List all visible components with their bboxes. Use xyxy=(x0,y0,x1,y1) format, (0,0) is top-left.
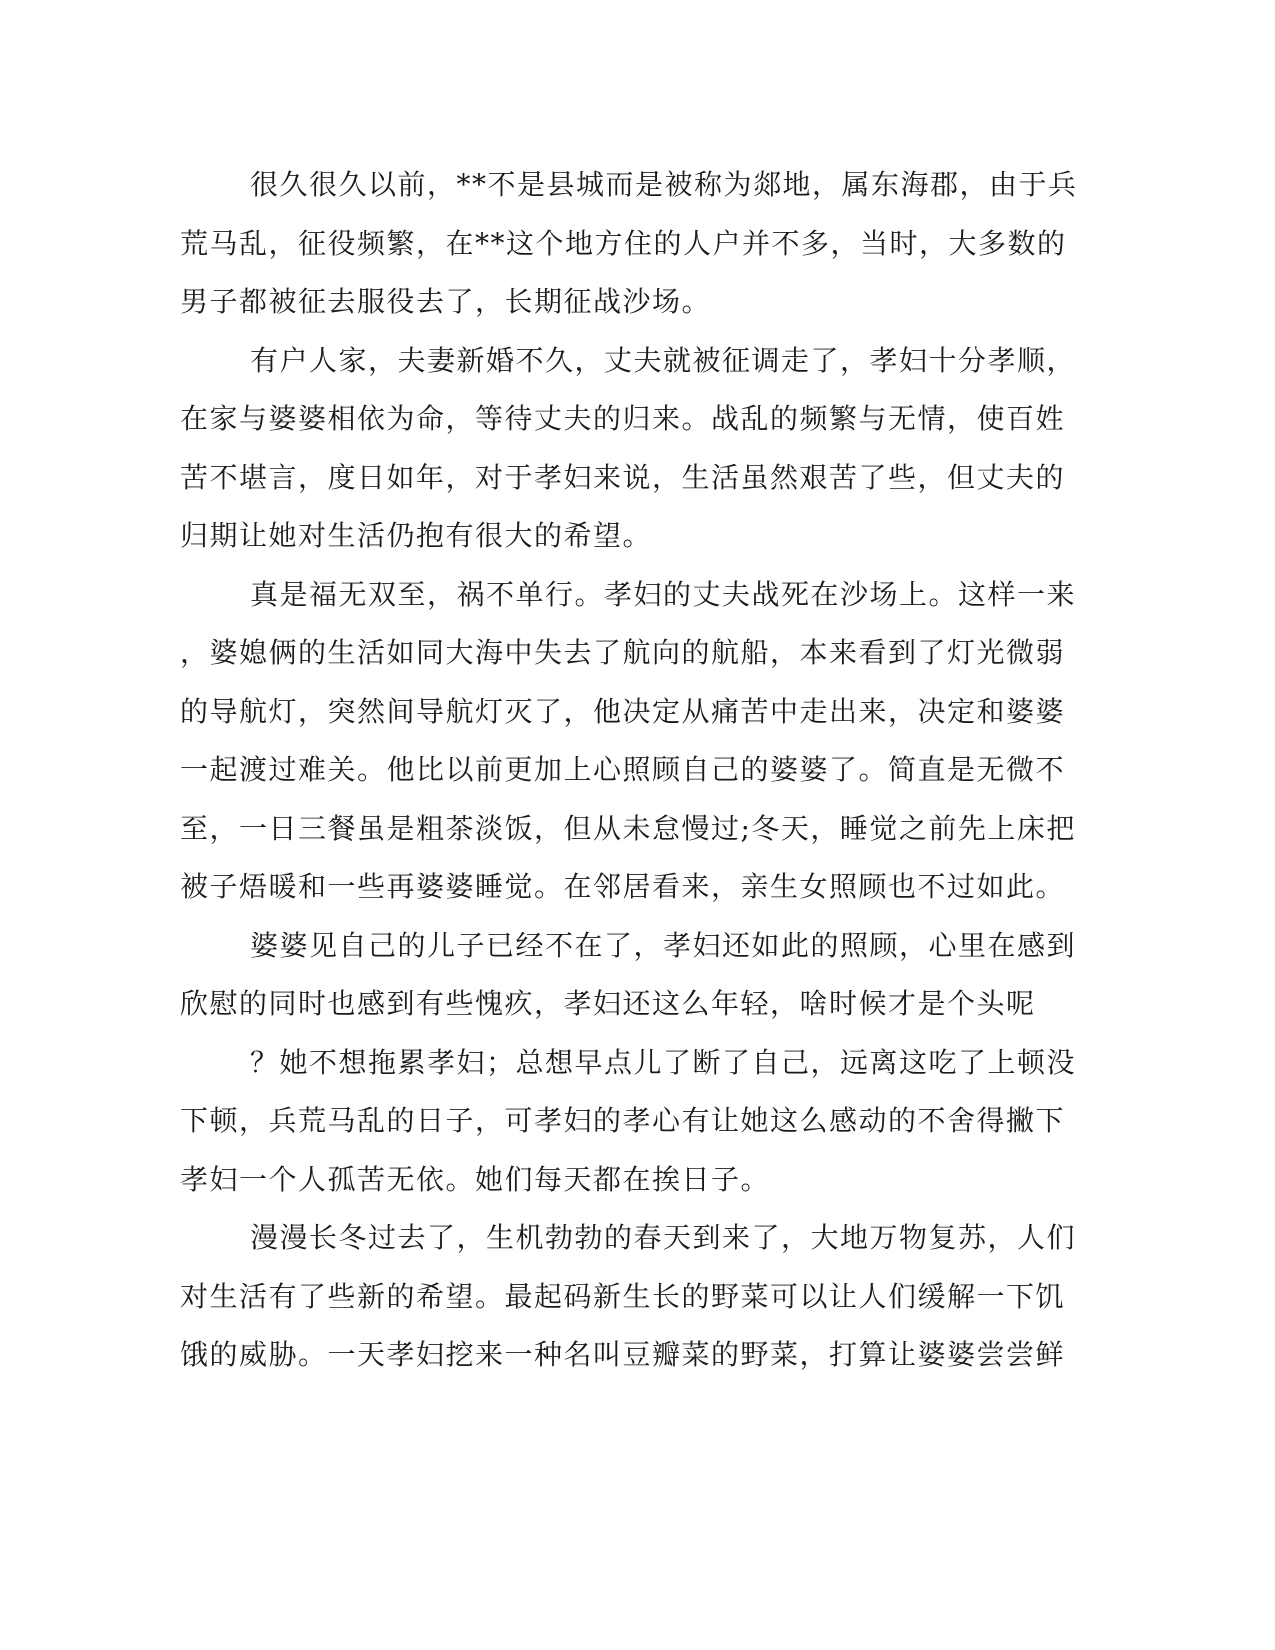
text-line: 有户人家，夫妻新婚不久，丈夫就被征调走了，孝妇十分孝顺， xyxy=(250,343,1077,377)
text-line: 下顿，兵荒马乱的日子，可孝妇的孝心有让她这么感动的不舍得撇下 xyxy=(180,1104,1066,1137)
text-line: 漫漫长冬过去了，生机勃勃的春天到来了，大地万物复苏，人们 xyxy=(250,1221,1077,1254)
text-line: 归期让她对生活仍抱有很大的希望。 xyxy=(180,519,653,552)
text-line: ，婆媳俩的生活如同大海中失去了航向的航船，本来看到了灯光微弱 xyxy=(180,636,1066,669)
text-line: 孝妇一个人孤苦无依。她们每天都在挨日子。 xyxy=(180,1162,771,1196)
text-line: 对生活有了些新的希望。最起码新生长的野菜可以让人们缓解一下饥 xyxy=(180,1279,1066,1313)
text-line: 很久很久以前，**不是县城而是被称为郯地，属东海郡，由于兵 xyxy=(250,168,1078,201)
document-body xyxy=(180,156,1078,1385)
text-line: 至，一日三餐虽是粗茶淡饭，但从未怠慢过;冬天，睡觉之前先上床把 xyxy=(180,811,1076,845)
text-line: 荒马乱，征役频繁，在**这个地方住的人户并不多，当时，大多数的 xyxy=(180,226,1067,260)
text-line: 在家与婆婆相依为命，等待丈夫的归来。战乱的频繁与无情，使百姓 xyxy=(180,402,1066,435)
text-line: 饿的威胁。一天孝妇挖来一种名叫豆瓣菜的野菜，打算让婆婆尝尝鲜 xyxy=(180,1338,1066,1371)
text-line: 真是福无双至，祸不单行。孝妇的丈夫战死在沙场上。这样一来 xyxy=(250,577,1077,611)
text-line: 苦不堪言，度日如年，对于孝妇来说，生活虽然艰苦了些，但丈夫的 xyxy=(180,460,1066,494)
text-line: 的导航灯，突然间导航灯灭了，他决定从痛苦中走出来，决定和婆婆 xyxy=(180,694,1066,728)
text-line: 被子焐暖和一些再婆婆睡觉。在邻居看来，亲生女照顾也不过如此。 xyxy=(180,870,1066,903)
text-line: 男子都被征去服役去了，长期征战沙场。 xyxy=(180,285,712,318)
text-line: 一起渡过难关。他比以前更加上心照顾自己的婆婆了。简直是无微不 xyxy=(180,753,1066,786)
text-line: 欣慰的同时也感到有些愧疚，孝妇还这么年轻，啥时候才是个头呢 xyxy=(180,987,1036,1020)
text-line: ？她不想拖累孝妇；总想早点儿了断了自己，远离这吃了上顿没 xyxy=(250,1045,1077,1079)
text-line: 婆婆见自己的儿子已经不在了，孝妇还如此的照顾，心里在感到 xyxy=(250,928,1077,962)
